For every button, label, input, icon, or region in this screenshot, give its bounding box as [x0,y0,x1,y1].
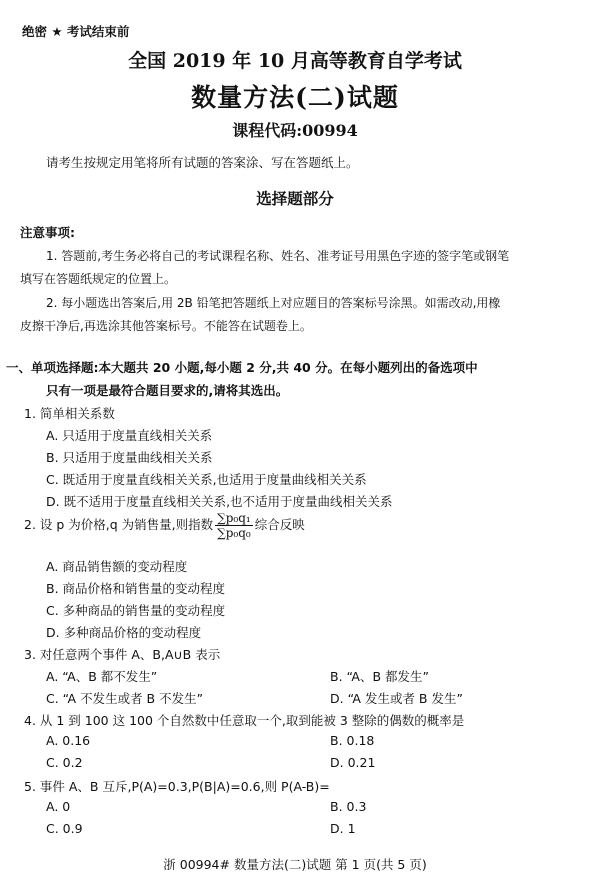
question-3-stem: 3. 对任意两个事件 A、B,A∪B 表示 [24,647,221,662]
index-fraction [215,511,253,540]
notes-heading: 注意事项: [20,225,75,240]
question-1-option-d: D. 既不适用于度量直线相关关系,也不适用于度量曲线相关关系 [46,494,393,509]
question-1-option-b: B. 只适用于度量曲线相关关系 [46,450,213,465]
question-2-option-d: D. 多种商品价格的变动程度 [46,625,202,640]
section-title: 选择题部分 [256,190,334,208]
question-1-stem: 1. 简单相关系数 [24,406,115,421]
question-2-option-c: C. 多种商品的销售量的变动程度 [46,603,226,618]
part-heading-line-2: 只有一项是最符合题目要求的,请将其选出。 [46,383,289,398]
question-2-stem [24,511,305,540]
question-2-stem-post: 综合反映 [254,517,305,532]
question-5-option-d: D. 1 [330,821,356,836]
course-code: 课程代码:00994 [232,121,358,140]
question-3-option-c: C. “A 不发生或者 B 不发生” [46,691,204,706]
confidential-mark: 绝密 ★ 考试结束前 [22,24,130,39]
question-3-option-a: A. “A、B 都不发生” [46,669,158,684]
note-1-line-2: 填写在答题纸规定的位置上。 [20,272,177,286]
question-4-option-d: D. 0.21 [330,755,376,770]
question-2-option-a: A. 商品销售额的变动程度 [46,559,188,574]
question-3-option-b: B. “A、B 都发生” [330,669,429,684]
question-1-option-a: A. 只适用于度量直线相关关系 [46,428,213,443]
fraction-denominator: ∑p₀q₀ [217,526,251,540]
question-3-option-d: D. “A 发生或者 B 发生” [330,691,463,706]
page-footer: 浙 00994# 数量方法(二)试题 第 1 页(共 5 页) [163,857,427,872]
instruction-text: 请考生按规定用笔将所有试题的答案涂、写在答题纸上。 [46,155,359,170]
question-2-option-b: B. 商品价格和销售量的变动程度 [46,581,226,596]
note-2-line-2: 皮擦干净后,再选涂其他答案标号。不能答在试题卷上。 [20,319,312,333]
note-1-line-1: 1. 答题前,考生务必将自己的考试课程名称、姓名、准考证号用黑色字迹的签字笔或钢笔 [46,249,510,263]
question-4-option-b: B. 0.18 [330,733,375,748]
question-2-stem-pre: 2. 设 p 为价格,q 为销售量,则指数 [24,517,214,532]
note-2-line-1: 2. 每小题选出答案后,用 2B 铅笔把答题纸上对应题目的答案标号涂黑。如需改动,用橡 [46,296,501,310]
question-5-option-c: C. 0.9 [46,821,83,836]
fraction-numerator: ∑p₀q₁ [217,511,251,525]
question-4-option-c: C. 0.2 [46,755,83,770]
exam-title: 全国 2019 年 10 月高等教育自学考试 [128,50,462,72]
question-5-option-a: A. 0 [46,799,71,814]
part-heading-line-1: 一、单项选择题:本大题共 20 小题,每小题 2 分,共 40 分。在每小题列出的备选项中 [6,360,478,375]
question-5-option-b: B. 0.3 [330,799,367,814]
question-1-option-c: C. 既适用于度量直线相关关系,也适用于度量曲线相关关系 [46,472,367,487]
question-4-option-a: A. 0.16 [46,733,91,748]
question-4-stem: 4. 从 1 到 100 这 100 个自然数中任意取一个,取到能被 3 整除的偶数的概率是 [24,713,465,728]
question-5-stem: 5. 事件 A、B 互斥,P(A)=0.3,P(B|A)=0.6,则 P(A-B)= [24,779,330,794]
subject-title: 数量方法(二)试题 [191,83,399,112]
